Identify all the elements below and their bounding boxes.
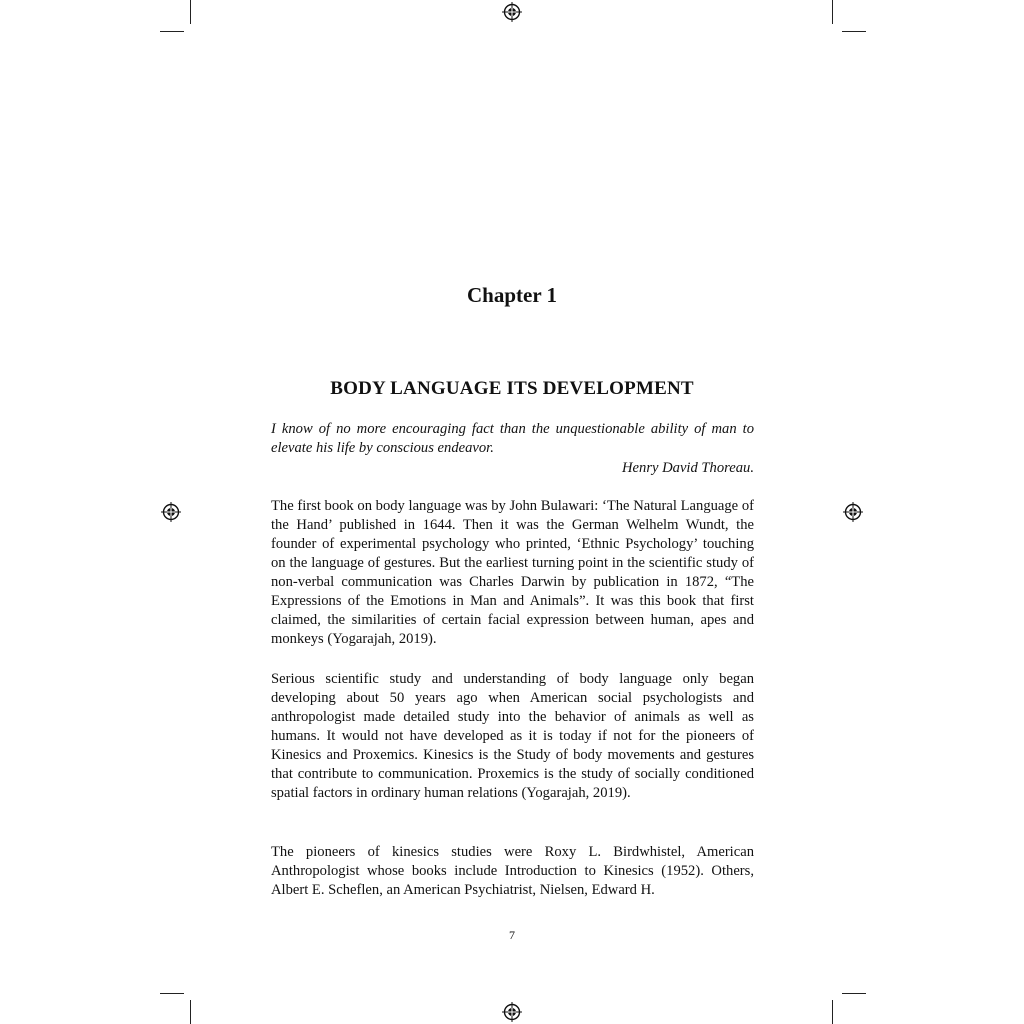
chapter-title: Chapter 1 xyxy=(466,283,558,307)
epigraph-quote: I know of no more encouraging fact than the unquestionable ability of man to elevate his life by conscious endeavor. xyxy=(271,421,754,456)
body-paragraph: The first book on body language was by John Bulawari: ‘The Natural Language of the Hand’ published in 1644. Then it was the German Welhelm Wundt, the founder of experimental psychology who printed, ‘Ethnic Psychology’ touching on the language of gestures. But the earliest turning point in the scientific study of non-verbal communication was Charles Darwin by publication in 1872, “The Expressions of the Emotions in Man and Animals”. It was this book that first claimed, the similarities of certain facial expression between human, apes and monkeys (Yogarajah, 2019). xyxy=(271,498,754,647)
registration-mark-top-icon xyxy=(502,2,522,22)
epigraph xyxy=(271,420,754,478)
registration-mark-bottom-icon xyxy=(502,1002,522,1022)
crop-mark-top-left-h xyxy=(160,31,184,32)
crop-mark-top-right-h xyxy=(842,31,866,32)
page-number: 7 xyxy=(509,928,515,942)
epigraph-attribution: Henry David Thoreau. xyxy=(622,460,754,476)
crop-mark-top-right xyxy=(832,0,833,24)
crop-mark-bottom-left-h xyxy=(160,993,184,994)
crop-mark-top-left xyxy=(190,0,191,24)
crop-mark-bottom-right-h xyxy=(842,993,866,994)
registration-mark-right-icon xyxy=(843,502,863,522)
body-paragraph: Serious scientific study and understanding of body language only began developing about 50 years ago when American social psychologists and anthropologist made detailed study into the behavior of animals as well as humans. It would not have developed as it is today if not for the pioneers of Kinesics and Proxemics. Kinesics is the Study of body movements and gestures that contribute to communication. Proxemics is the study of socially conditioned spatial factors in ordinary human relations (Yogarajah, 2019). xyxy=(271,671,754,801)
body-paragraph: The pioneers of kinesics studies were Roxy L. Birdwhistel, American Anthropologist whose books include Introduction to Kinesics (1952). Others, Albert E. Scheflen, an American Psychiatrist, Nielsen, Edward H. xyxy=(271,844,754,898)
section-title: BODY LANGUAGE ITS DEVELOPMENT xyxy=(330,378,694,399)
crop-mark-bottom-left xyxy=(190,1000,191,1024)
crop-mark-bottom-right xyxy=(832,1000,833,1024)
registration-mark-left-icon xyxy=(161,502,181,522)
